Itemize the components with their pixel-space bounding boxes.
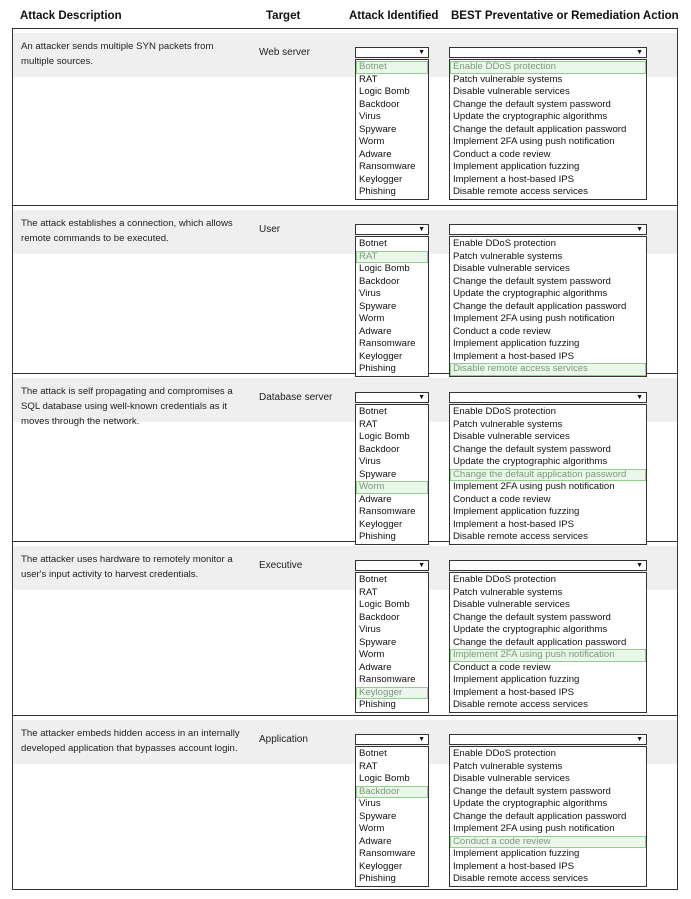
chevron-down-icon[interactable]: ▼ xyxy=(636,226,643,233)
attack-option[interactable]: Botnet xyxy=(359,574,387,585)
attack-option[interactable]: Adware xyxy=(359,325,392,337)
remediation-option[interactable]: Disable remote access services xyxy=(453,873,588,885)
remediation-option[interactable]: Implement a host-based IPS xyxy=(453,860,575,872)
attack-table xyxy=(12,28,678,890)
remediation-option[interactable]: Update the cryptographic algorithms xyxy=(453,288,608,300)
remediation-option-list xyxy=(449,746,647,887)
remediation-option[interactable]: Enable DDoS protection xyxy=(453,748,556,759)
attack-option[interactable]: Phishing xyxy=(359,186,396,198)
attack-option[interactable]: Virus xyxy=(359,288,381,300)
remediation-option[interactable]: Update the cryptographic algorithms xyxy=(453,111,608,123)
header-attack-description: Attack Description xyxy=(20,10,122,22)
chevron-down-icon[interactable]: ▼ xyxy=(418,226,425,233)
remediation-option[interactable]: Implement 2FA using push notification xyxy=(453,313,615,325)
remediation-option[interactable]: Conduct a code review xyxy=(453,493,551,505)
remediation-option[interactable]: Implement 2FA using push notification xyxy=(453,136,615,148)
remediation-option[interactable]: Disable remote access services xyxy=(453,699,588,711)
remediation-option[interactable]: Change the default system password xyxy=(453,785,611,797)
remediation-option[interactable]: Patch vulnerable systems xyxy=(453,586,563,598)
attack-option[interactable]: Virus xyxy=(359,624,381,636)
attack-option[interactable]: Backdoor xyxy=(359,611,400,623)
remediation-option[interactable]: Enable DDoS protection xyxy=(453,238,556,249)
attack-target: Application xyxy=(259,734,308,745)
attack-option[interactable]: Ransomware xyxy=(359,674,416,686)
remediation-option[interactable]: Implement application fuzzing xyxy=(453,161,580,173)
attack-option[interactable]: RAT xyxy=(356,251,428,264)
remediation-option[interactable]: Update the cryptographic algorithms xyxy=(453,798,608,810)
attack-option[interactable]: Keylogger xyxy=(359,350,403,362)
attack-option[interactable]: Backdoor xyxy=(359,443,400,455)
chevron-down-icon[interactable]: ▼ xyxy=(418,49,425,56)
attack-option[interactable]: RAT xyxy=(359,586,378,598)
remediation-option[interactable]: Disable remote access services xyxy=(453,186,588,198)
attack-option[interactable]: Keylogger xyxy=(359,860,403,872)
attack-option[interactable]: Ransomware xyxy=(359,848,416,860)
remediation-option[interactable]: Patch vulnerable systems xyxy=(453,73,563,85)
attack-option[interactable]: Phishing xyxy=(359,531,396,543)
attack-option-list xyxy=(355,746,429,887)
remediation-option[interactable]: Implement 2FA using push notification xyxy=(453,481,615,493)
attack-option[interactable]: Botnet xyxy=(359,238,387,249)
remediation-option[interactable]: Conduct a code review xyxy=(453,325,551,337)
attack-option[interactable]: Adware xyxy=(359,835,392,847)
attack-option[interactable]: Spyware xyxy=(359,300,397,312)
attack-option[interactable]: Ransomware xyxy=(359,161,416,173)
remediation-option[interactable]: Change the default system password xyxy=(453,443,611,455)
header-remediation-action: BEST Preventative or Remediation Action xyxy=(451,10,679,22)
attack-option[interactable]: Botnet xyxy=(356,61,428,74)
attack-option[interactable]: Spyware xyxy=(359,636,397,648)
remediation-dropdown[interactable] xyxy=(449,734,647,745)
attack-option[interactable]: Spyware xyxy=(359,123,397,135)
attack-option[interactable]: Virus xyxy=(359,798,381,810)
attack-option[interactable]: Ransomware xyxy=(359,506,416,518)
attack-option[interactable]: Adware xyxy=(359,493,392,505)
attack-option[interactable]: Worm xyxy=(359,313,385,325)
remediation-option[interactable]: Implement a host-based IPS xyxy=(453,518,575,530)
remediation-option[interactable]: Implement a host-based IPS xyxy=(453,173,575,185)
remediation-option[interactable]: Implement 2FA using push notification xyxy=(450,649,646,662)
attack-option[interactable]: Backdoor xyxy=(356,786,428,799)
attack-description: The attacker embeds hidden access in an internally developed application that bypasses account login. xyxy=(21,728,240,754)
table-row xyxy=(13,374,677,542)
remediation-option[interactable]: Conduct a code review xyxy=(453,148,551,160)
table-row xyxy=(13,716,677,891)
attack-dropdown[interactable] xyxy=(355,47,429,58)
attack-option[interactable]: Virus xyxy=(359,111,381,123)
chevron-down-icon[interactable]: ▼ xyxy=(418,736,425,743)
chevron-down-icon[interactable]: ▼ xyxy=(418,562,425,569)
attack-option[interactable]: Virus xyxy=(359,456,381,468)
remediation-option[interactable]: Enable DDoS protection xyxy=(453,574,556,585)
remediation-option[interactable]: Change the default application password xyxy=(453,300,627,312)
attack-option[interactable]: Phishing xyxy=(359,699,396,711)
remediation-option[interactable]: Enable DDoS protection xyxy=(450,61,646,74)
attack-option[interactable]: Logic Bomb xyxy=(359,431,410,443)
remediation-option[interactable]: Update the cryptographic algorithms xyxy=(453,624,608,636)
attack-option[interactable]: Logic Bomb xyxy=(359,599,410,611)
attack-option[interactable]: Spyware xyxy=(359,810,397,822)
attack-dropdown[interactable] xyxy=(355,734,429,745)
attack-option[interactable]: Logic Bomb xyxy=(359,86,410,98)
attack-dropdown[interactable] xyxy=(355,560,429,571)
attack-option-list xyxy=(355,404,429,545)
remediation-option[interactable]: Change the default system password xyxy=(453,611,611,623)
attack-option[interactable]: Keylogger xyxy=(356,687,428,700)
attack-target: Web server xyxy=(259,47,310,58)
remediation-option[interactable]: Implement application fuzzing xyxy=(453,848,580,860)
attack-option[interactable]: Phishing xyxy=(359,873,396,885)
table-row xyxy=(13,542,677,716)
chevron-down-icon[interactable]: ▼ xyxy=(636,49,643,56)
remediation-option[interactable]: Change the default application password xyxy=(453,810,627,822)
remediation-option[interactable]: Disable vulnerable services xyxy=(453,773,570,785)
attack-option[interactable]: Worm xyxy=(359,823,385,835)
attack-option[interactable]: Phishing xyxy=(359,363,396,375)
table-row xyxy=(13,206,677,374)
attack-option[interactable]: Keylogger xyxy=(359,173,403,185)
remediation-option[interactable]: Change the default system password xyxy=(453,275,611,287)
remediation-dropdown[interactable] xyxy=(449,392,647,403)
attack-option[interactable]: Ransomware xyxy=(359,338,416,350)
table-row xyxy=(13,29,677,206)
remediation-option[interactable]: Change the default application password xyxy=(453,636,627,648)
remediation-option-list xyxy=(449,572,647,713)
remediation-option-list xyxy=(449,59,647,200)
remediation-option[interactable]: Patch vulnerable systems xyxy=(453,250,563,262)
attack-option[interactable]: Worm xyxy=(356,481,428,494)
remediation-option[interactable]: Implement 2FA using push notification xyxy=(453,823,615,835)
attack-option[interactable]: Backdoor xyxy=(359,98,400,110)
chevron-down-icon[interactable]: ▼ xyxy=(636,736,643,743)
remediation-option[interactable]: Update the cryptographic algorithms xyxy=(453,456,608,468)
attack-description: The attacker uses hardware to remotely monitor a user's input activity to harvest credentials. xyxy=(21,554,233,580)
remediation-option[interactable]: Disable vulnerable services xyxy=(453,599,570,611)
remediation-option[interactable]: Disable vulnerable services xyxy=(453,263,570,275)
remediation-option[interactable]: Implement application fuzzing xyxy=(453,674,580,686)
remediation-option[interactable]: Patch vulnerable systems xyxy=(453,418,563,430)
attack-description: The attack establishes a connection, which allows remote commands to be executed. xyxy=(21,218,233,244)
attack-option[interactable]: Adware xyxy=(359,661,392,673)
remediation-option[interactable]: Patch vulnerable systems xyxy=(453,760,563,772)
remediation-option[interactable]: Change the default system password xyxy=(453,98,611,110)
remediation-option[interactable]: Conduct a code review xyxy=(450,836,646,849)
remediation-option[interactable]: Change the default application password xyxy=(453,123,627,135)
attack-target: User xyxy=(259,224,281,235)
attack-option[interactable]: Botnet xyxy=(359,748,387,759)
chevron-down-icon[interactable]: ▼ xyxy=(636,394,643,401)
remediation-option[interactable]: Implement application fuzzing xyxy=(453,506,580,518)
attack-option-list xyxy=(355,236,429,377)
attack-option[interactable]: Logic Bomb xyxy=(359,773,410,785)
chevron-down-icon[interactable]: ▼ xyxy=(636,562,643,569)
attack-option[interactable]: RAT xyxy=(359,73,378,85)
remediation-option[interactable]: Disable vulnerable services xyxy=(453,86,570,98)
remediation-option[interactable]: Conduct a code review xyxy=(453,661,551,673)
remediation-dropdown[interactable] xyxy=(449,47,647,58)
remediation-option[interactable]: Implement a host-based IPS xyxy=(453,350,575,362)
attack-option[interactable]: Logic Bomb xyxy=(359,263,410,275)
attack-dropdown[interactable] xyxy=(355,392,429,403)
attack-description: An attacker sends multiple SYN packets from multiple sources. xyxy=(21,41,214,67)
remediation-option[interactable]: Change the default application password xyxy=(450,469,646,482)
attack-option[interactable]: Spyware xyxy=(359,468,397,480)
header-attack-identified: Attack Identified xyxy=(349,10,439,22)
remediation-option-list xyxy=(449,404,647,545)
remediation-option[interactable]: Enable DDoS protection xyxy=(453,406,556,417)
remediation-dropdown[interactable] xyxy=(449,560,647,571)
attack-option[interactable]: Adware xyxy=(359,148,392,160)
attack-target: Executive xyxy=(259,560,303,571)
attack-option[interactable]: Keylogger xyxy=(359,518,403,530)
attack-option[interactable]: Worm xyxy=(359,136,385,148)
attack-option-list xyxy=(355,572,429,713)
remediation-option[interactable]: Disable remote access services xyxy=(450,363,646,376)
attack-option-list xyxy=(355,59,429,200)
attack-option[interactable]: RAT xyxy=(359,760,378,772)
attack-option[interactable]: Botnet xyxy=(359,406,387,417)
attack-option[interactable]: RAT xyxy=(359,418,378,430)
remediation-dropdown[interactable] xyxy=(449,224,647,235)
remediation-option[interactable]: Implement application fuzzing xyxy=(453,338,580,350)
header-target: Target xyxy=(266,10,301,22)
attack-description: The attack is self propagating and compromises a SQL database using well-known credentials as it moves through the network. xyxy=(21,386,233,427)
attack-option[interactable]: Worm xyxy=(359,649,385,661)
remediation-option[interactable]: Implement a host-based IPS xyxy=(453,686,575,698)
attack-option[interactable]: Backdoor xyxy=(359,275,400,287)
remediation-option[interactable]: Disable remote access services xyxy=(453,531,588,543)
remediation-option[interactable]: Disable vulnerable services xyxy=(453,431,570,443)
attack-dropdown[interactable] xyxy=(355,224,429,235)
attack-target: Database server xyxy=(259,392,333,403)
chevron-down-icon[interactable]: ▼ xyxy=(418,394,425,401)
remediation-option-list xyxy=(449,236,647,377)
